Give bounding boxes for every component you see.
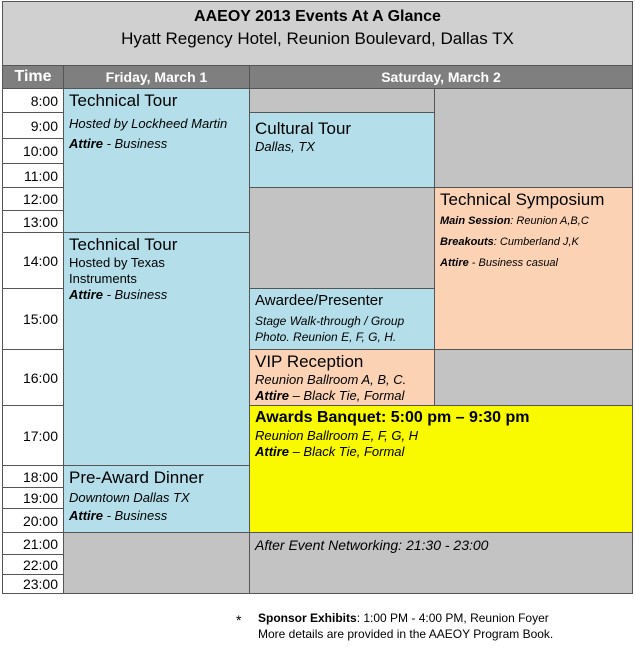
- event-attire: Attire - Business: [69, 508, 168, 523]
- footnote-marker: *: [236, 612, 242, 628]
- event-location: Reunion Ballroom E, F, G, H: [255, 428, 419, 443]
- event-breakouts: Breakouts: Cumberland J,K: [440, 236, 579, 248]
- footnote: [258, 610, 553, 642]
- column-header-friday: Friday, March 1: [63, 65, 250, 89]
- event-host: Hosted by Texas Instruments: [69, 255, 165, 286]
- event-location: Dallas, TX: [255, 139, 315, 154]
- time-slot: 21:00: [2, 532, 64, 555]
- page-title: AAEOY 2013 Events At A Glance: [194, 8, 441, 25]
- event-title: Technical Tour: [69, 91, 178, 110]
- page-subtitle: Hyatt Regency Hotel, Reunion Boulevard, Dallas TX: [121, 29, 514, 48]
- time-slot: 9:00: [2, 112, 64, 139]
- time-slot: 18:00: [2, 465, 64, 488]
- event-technical-symposium: [434, 187, 633, 350]
- event-title: Technical Symposium: [440, 190, 605, 209]
- event-location: Downtown Dallas TX: [69, 490, 190, 505]
- time-slot: 15:00: [2, 288, 64, 350]
- column-header-time: Time: [2, 65, 64, 89]
- schedule-table: [2, 1, 633, 594]
- column-header-saturday: Saturday, March 2: [249, 65, 633, 89]
- event-title: Awardee/Presenter: [255, 292, 384, 309]
- event-walkthrough: [249, 288, 435, 350]
- event-title: Technical Tour: [69, 235, 178, 254]
- time-slot: 19:00: [2, 487, 64, 509]
- time-slot: 23:00: [2, 574, 64, 594]
- time-slot: 17:00: [2, 405, 64, 466]
- time-slot: 8:00: [2, 88, 64, 113]
- event-pre-award-dinner: [63, 465, 250, 533]
- empty-slot: [63, 532, 250, 594]
- time-slot: 22:00: [2, 554, 64, 575]
- event-technical-tour-lockheed: [63, 88, 250, 233]
- event-description: Stage Walk-through / Group Photo. Reunion E, F, G, H.: [255, 314, 405, 344]
- event-title: After Event Networking: 21:30 - 23:00: [255, 537, 489, 553]
- event-main-session: Main Session: Reunion A,B,C: [440, 215, 589, 227]
- time-slot: 20:00: [2, 508, 64, 533]
- event-attire: Attire - Business: [69, 136, 168, 151]
- event-technical-tour-ti: [63, 232, 250, 466]
- event-location: Reunion Ballroom A, B, C.: [255, 372, 407, 387]
- event-host: Hosted by Lockheed Martin: [69, 116, 228, 131]
- event-title: Pre-Award Dinner: [69, 468, 204, 487]
- event-title: Awards Banquet: 5:00 pm – 9:30 pm: [255, 409, 530, 426]
- empty-slot: [434, 88, 633, 188]
- event-after-networking: [249, 532, 633, 594]
- event-attire: Attire - Business casual: [440, 257, 558, 269]
- event-attire: Attire - Business: [69, 287, 168, 302]
- time-slot: 11:00: [2, 163, 64, 188]
- empty-slot: [249, 88, 435, 113]
- event-vip-reception: [249, 349, 435, 406]
- time-slot: 13:00: [2, 210, 64, 233]
- time-slot: 10:00: [2, 138, 64, 164]
- time-slot: 16:00: [2, 349, 64, 406]
- event-attire: Attire – Black Tie, Formal: [255, 388, 405, 403]
- event-title: VIP Reception: [255, 352, 364, 371]
- footnote-line-2: More details are provided in the AAEOY Program Book.: [258, 627, 554, 641]
- empty-slot: [249, 187, 435, 289]
- empty-slot: [434, 349, 633, 406]
- event-title: Cultural Tour: [255, 119, 352, 138]
- event-cultural-tour: [249, 112, 435, 188]
- footnote-line-1: Sponsor Exhibits: 1:00 PM - 4:00 PM, Reunion Foyer: [258, 611, 549, 625]
- event-awards-banquet: [249, 405, 633, 533]
- schedule-header: [2, 1, 633, 66]
- event-attire: Attire – Black Tie, Formal: [255, 444, 405, 459]
- time-slot: 12:00: [2, 187, 64, 211]
- time-slot: 14:00: [2, 232, 64, 289]
